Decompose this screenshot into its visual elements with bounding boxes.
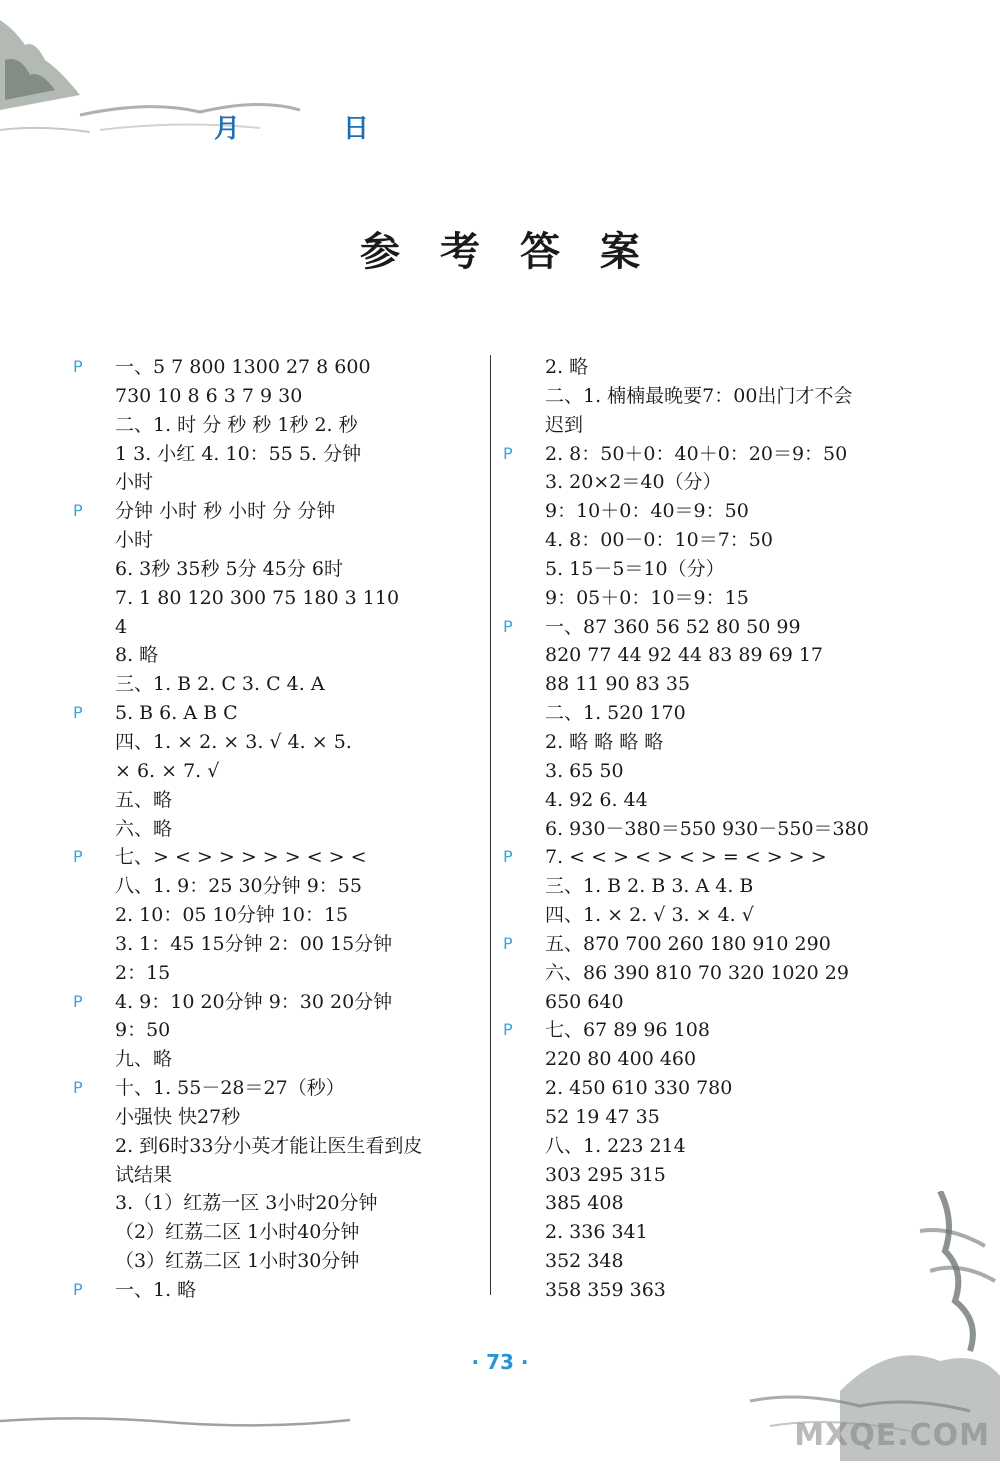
answer-text: 2. 略 略 略 略 bbox=[545, 730, 664, 753]
answer-line bbox=[500, 1045, 910, 1074]
page-marker: P bbox=[73, 703, 83, 723]
answer-text: 一、1. 略 bbox=[115, 1279, 197, 1301]
answer-text: 一、87 360 56 52 80 50 99 bbox=[545, 615, 801, 638]
answer-text: 9：05＋0：10＝9：15 bbox=[545, 586, 749, 609]
answer-line bbox=[500, 497, 910, 526]
page-marker: P bbox=[73, 357, 83, 376]
answer-line bbox=[500, 411, 910, 440]
answer-text: 7. < < > < > < > = < > > > bbox=[545, 846, 827, 869]
page-marker: P bbox=[73, 501, 83, 521]
answer-line bbox=[70, 468, 480, 497]
answer-text: 3.（1）红荔一区 3小时20分钟 bbox=[115, 1192, 378, 1215]
answer-line bbox=[70, 1218, 480, 1247]
day-label: 日 bbox=[343, 114, 370, 144]
page-marker: P bbox=[503, 933, 513, 953]
answer-text: 352 348 bbox=[545, 1250, 624, 1273]
answer-text: 650 640 bbox=[545, 990, 624, 1013]
answer-text: 7. 1 80 120 300 75 180 3 110 bbox=[115, 586, 400, 609]
answer-text: 730 10 8 6 3 7 9 30 bbox=[115, 384, 303, 407]
answer-text: 3. 65 50 bbox=[545, 759, 624, 782]
answer-text: 分钟 小时 秒 小时 分 分钟 bbox=[115, 500, 336, 523]
answer-line bbox=[500, 843, 910, 872]
answer-text: 小强快 快27秒 bbox=[115, 1105, 241, 1128]
answer-line bbox=[500, 670, 910, 699]
answer-line bbox=[500, 815, 910, 844]
watermark: MXQE.COM bbox=[794, 1418, 990, 1453]
answer-text: 小时 bbox=[115, 471, 154, 494]
answer-line bbox=[70, 526, 480, 555]
answer-line bbox=[500, 699, 910, 728]
answer-line bbox=[500, 728, 910, 757]
answer-text: 一、5 7 800 1300 27 8 600 bbox=[115, 356, 371, 378]
ink-brush-stroke bbox=[0, 1411, 360, 1431]
page-marker: P bbox=[73, 1280, 83, 1299]
page-marker: P bbox=[503, 847, 513, 867]
answer-line bbox=[70, 1074, 480, 1103]
answer-line bbox=[500, 584, 910, 613]
answer-text: 88 11 90 83 35 bbox=[545, 673, 691, 696]
answer-line bbox=[70, 988, 480, 1017]
answer-line bbox=[500, 1103, 910, 1132]
answer-column-left bbox=[70, 353, 480, 1305]
answer-text: 二、1. 楠楠最晚要7：00出门才不会 bbox=[545, 384, 853, 407]
answer-text: 十、1. 55－28＝27（秒） bbox=[115, 1077, 345, 1100]
answer-text: 二、1. 520 170 bbox=[545, 702, 686, 725]
answer-line bbox=[70, 613, 480, 642]
answer-text: 9：50 bbox=[115, 1019, 171, 1042]
answer-line bbox=[70, 959, 480, 988]
answer-text: 2. 10：05 10分钟 10：15 bbox=[115, 904, 349, 927]
answer-text: 4. 9：10 20分钟 9：30 20分钟 bbox=[115, 990, 393, 1013]
answer-line bbox=[500, 1161, 910, 1190]
answer-text: 小时 bbox=[115, 529, 154, 552]
answer-text: 三、1. B 2. B 3. A 4. B bbox=[545, 875, 754, 898]
answer-line bbox=[70, 382, 480, 411]
answer-text: 2. 8：50＋0：40＋0：20＝9：50 bbox=[545, 442, 848, 465]
answer-text: 四、1. × 2. √ 3. × 4. √ bbox=[545, 904, 754, 927]
answer-line bbox=[70, 411, 480, 440]
answer-line bbox=[70, 843, 480, 872]
answer-line bbox=[70, 1045, 480, 1074]
answer-text: 四、1. × 2. × 3. √ 4. × 5. bbox=[115, 730, 352, 753]
answer-text: （3）红荔二区 1小时30分钟 bbox=[115, 1250, 360, 1273]
answer-text: 1 3. 小红 4. 10：55 5. 分钟 bbox=[115, 442, 362, 465]
answer-text: 4. 92 6. 44 bbox=[545, 788, 648, 811]
answer-text: 二、1. 时 分 秒 秒 1秒 2. 秒 bbox=[115, 413, 358, 436]
answer-text: 2. 略 bbox=[545, 356, 589, 378]
answer-line bbox=[500, 930, 910, 959]
answer-line bbox=[500, 353, 910, 382]
answer-line bbox=[500, 1016, 910, 1045]
answer-text: 3. 1：45 15分钟 2：00 15分钟 bbox=[115, 932, 393, 955]
answer-text: 2. 到6时33分小英才能让医生看到皮 bbox=[115, 1134, 423, 1157]
answer-text: 4. 8：00－0：10＝7：50 bbox=[545, 529, 773, 552]
answer-text: 五、870 700 260 180 910 290 bbox=[545, 932, 831, 955]
answer-line bbox=[500, 641, 910, 670]
answer-line bbox=[70, 1189, 480, 1218]
answer-line bbox=[70, 497, 480, 526]
answer-text: 820 77 44 92 44 83 89 69 17 bbox=[545, 644, 823, 667]
answer-line bbox=[70, 1103, 480, 1132]
answer-text: 八、1. 223 214 bbox=[545, 1134, 686, 1157]
answer-line bbox=[70, 728, 480, 757]
answer-line bbox=[500, 526, 910, 555]
answer-text: 52 19 47 35 bbox=[545, 1105, 660, 1128]
answer-line bbox=[70, 757, 480, 786]
page-marker: P bbox=[73, 847, 83, 867]
answer-line bbox=[70, 641, 480, 670]
answer-line bbox=[70, 930, 480, 959]
answer-text: 5. B 6. A B C bbox=[115, 702, 238, 725]
answer-text: 358 359 363 bbox=[545, 1279, 666, 1301]
answer-line bbox=[500, 382, 910, 411]
column-divider bbox=[490, 355, 491, 1295]
month-label: 月 bbox=[214, 114, 241, 144]
answer-line bbox=[70, 555, 480, 584]
answer-text: 七、67 89 96 108 bbox=[545, 1019, 710, 1042]
answer-text: 4 bbox=[115, 615, 128, 638]
answer-line bbox=[500, 613, 910, 642]
answer-text: 六、86 390 810 70 320 1020 29 bbox=[545, 961, 849, 984]
answer-text: （2）红荔二区 1小时40分钟 bbox=[115, 1221, 360, 1244]
answer-text: 五、略 bbox=[115, 788, 173, 811]
answer-text: 六、略 bbox=[115, 817, 173, 840]
answer-text: 303 295 315 bbox=[545, 1163, 666, 1186]
page-marker: P bbox=[73, 991, 83, 1011]
answer-text: 6. 3秒 35秒 5分 45分 6时 bbox=[115, 557, 343, 580]
answer-text: 试结果 bbox=[115, 1163, 173, 1186]
answer-text: 9：10＋0：40＝9：50 bbox=[545, 500, 749, 523]
answer-line bbox=[500, 988, 910, 1017]
answer-line bbox=[70, 1016, 480, 1045]
answer-text: 2. 450 610 330 780 bbox=[545, 1077, 733, 1100]
answer-line bbox=[500, 440, 910, 469]
answer-line bbox=[500, 757, 910, 786]
answer-line bbox=[500, 468, 910, 497]
answer-line bbox=[500, 959, 910, 988]
answer-text: 2：15 bbox=[115, 961, 171, 984]
page-number: · 73 · bbox=[471, 1350, 529, 1374]
answer-line bbox=[500, 1132, 910, 1161]
answer-line bbox=[70, 1276, 480, 1305]
answer-text: 6. 930－380＝550 930－550＝380 bbox=[545, 817, 869, 840]
answer-text: 220 80 400 460 bbox=[545, 1048, 697, 1071]
page-marker: P bbox=[503, 616, 513, 636]
answer-text: 七、> < > > > > > < > < bbox=[115, 846, 367, 869]
answer-text: 九、略 bbox=[115, 1048, 173, 1071]
answer-line bbox=[70, 440, 480, 469]
answer-line bbox=[70, 786, 480, 815]
answer-line bbox=[70, 353, 480, 382]
page-title: 参考答案 bbox=[360, 228, 680, 275]
answer-line bbox=[70, 699, 480, 728]
answer-line bbox=[70, 1132, 480, 1161]
answer-line bbox=[70, 901, 480, 930]
page-marker: P bbox=[503, 1020, 513, 1040]
answer-line bbox=[70, 872, 480, 901]
answer-text: 385 408 bbox=[545, 1192, 624, 1215]
answer-line bbox=[500, 1074, 910, 1103]
answer-line bbox=[500, 786, 910, 815]
answer-line bbox=[70, 1161, 480, 1190]
answer-line bbox=[70, 1247, 480, 1276]
answer-line bbox=[500, 555, 910, 584]
answer-text: 三、1. B 2. C 3. C 4. A bbox=[115, 673, 325, 696]
page-marker: P bbox=[73, 1078, 83, 1098]
page-marker: P bbox=[503, 443, 513, 463]
answer-line bbox=[70, 584, 480, 613]
answer-line bbox=[70, 815, 480, 844]
answer-line bbox=[500, 872, 910, 901]
answer-text: 迟到 bbox=[545, 413, 584, 436]
answer-text: 8. 略 bbox=[115, 644, 159, 667]
answer-text: 八、1. 9：25 30分钟 9：55 bbox=[115, 875, 362, 898]
answer-line bbox=[70, 670, 480, 699]
answer-text: 2. 336 341 bbox=[545, 1221, 648, 1244]
answer-line bbox=[500, 901, 910, 930]
answer-text: 3. 20×2＝40（分） bbox=[545, 471, 722, 494]
answer-text: 5. 15－5＝10（分） bbox=[545, 557, 725, 580]
answer-column-right bbox=[500, 353, 910, 1305]
answer-text: × 6. × 7. √ bbox=[115, 759, 220, 782]
